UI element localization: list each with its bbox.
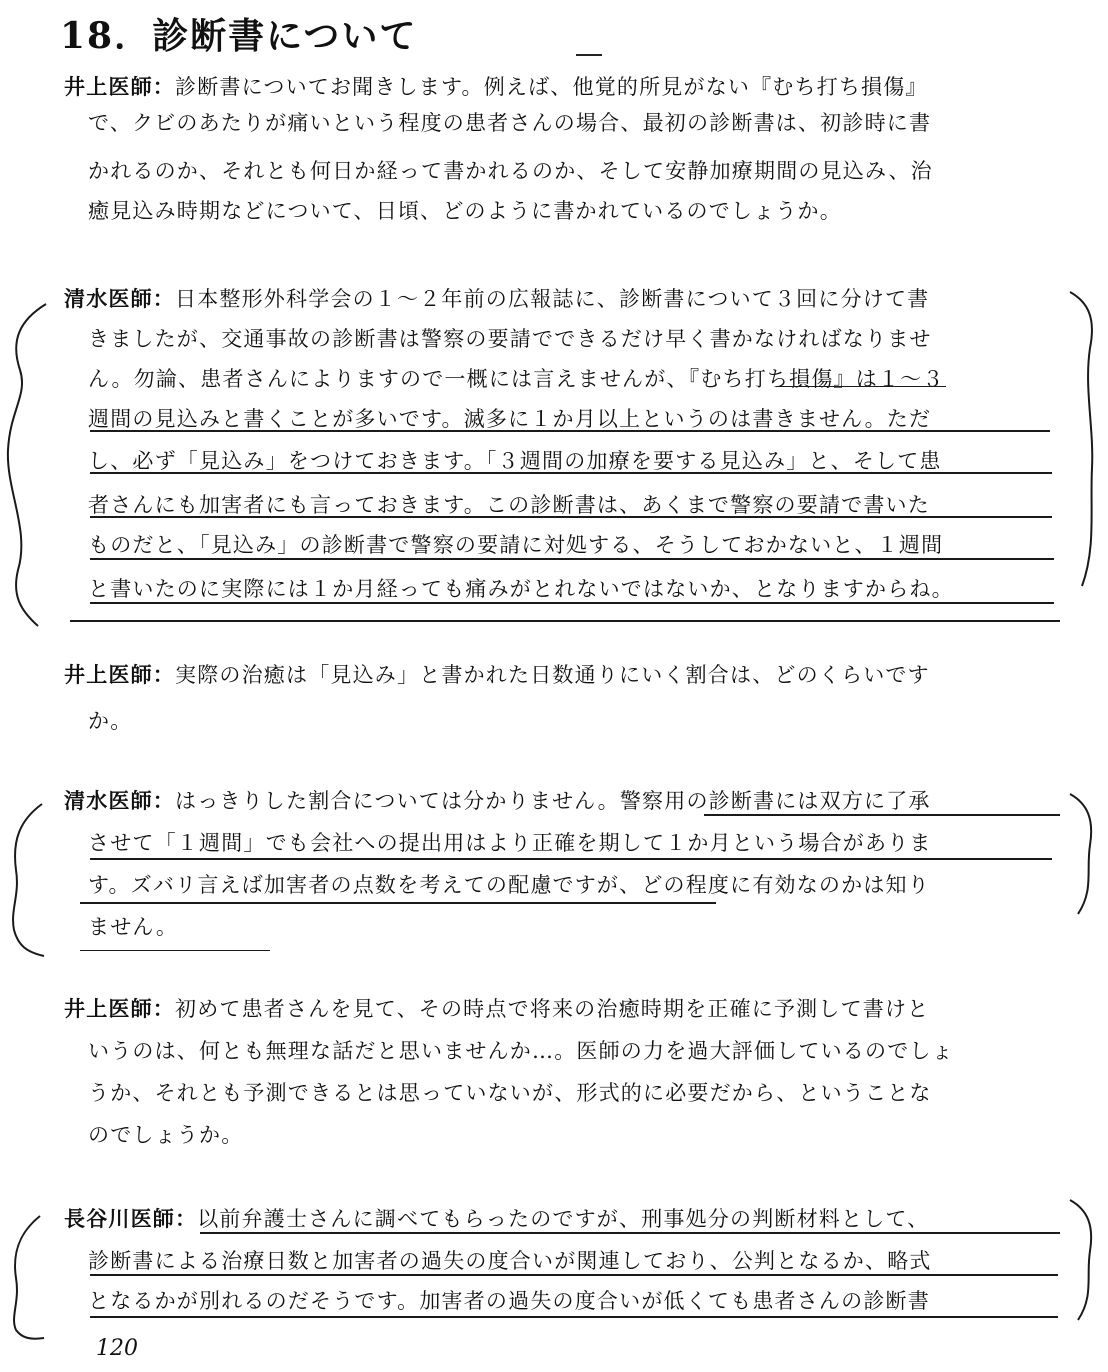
speaker-label: 井上医師：	[64, 997, 175, 1021]
underline-mark	[200, 1232, 1060, 1234]
paragraph-line: 診断書による治療日数と加害者の過失の度合いが関連しており、公判となるか、略式	[88, 1249, 932, 1273]
left-bracket-mark	[0, 1212, 60, 1342]
speaker-label: 井上医師：	[64, 663, 175, 687]
paragraph-line: で、クビのあたりが痛いという程度の患者さんの場合、最初の診断書は、初診時に書	[88, 111, 932, 135]
paragraph-line: かれるのか、それとも何日か経って書かれるのか、そして安静加療期間の見込み、治	[88, 159, 933, 183]
right-bracket-mark	[1060, 790, 1106, 920]
paragraph-line: か。	[88, 709, 133, 733]
underline-mark	[90, 516, 1052, 518]
page-number: 120	[96, 1336, 138, 1361]
paragraph-line: うか、それとも予測できるとは思っていないが、形式的に必要だから、ということな	[88, 1081, 932, 1105]
paragraph-line: いうのは、何とも無理な話だと思いませんか…。医師の力を過大評価しているのでしょ	[88, 1039, 954, 1063]
paragraph-line: ものだと、「見込み」の診断書で警察の要請に対処する、そうしておかないと、１週間	[88, 533, 944, 557]
pen-mark	[576, 54, 602, 56]
underline-mark	[90, 558, 1054, 560]
paragraph-line: 清水医師：はっきりした割合については分かりません。警察用の診断書には双方に了承	[64, 789, 931, 813]
paragraph-line: し、必ず「見込み」をつけておきます。「３週間の加療を要する見込み」と、そして患	[88, 449, 942, 473]
underline-mark	[704, 814, 1060, 816]
right-bracket-mark	[1060, 1196, 1106, 1326]
paragraph-line: 井上医師：診断書についてお聞きします。例えば、他覚的所見がない『むち打ち損傷』	[64, 75, 928, 99]
paragraph-line: 週間の見込みと書くことが多いです。滅多に１か月以上というのは書きません。ただ	[88, 407, 932, 431]
underline-mark	[80, 902, 716, 904]
underline-mark	[90, 1316, 1058, 1318]
speaker-label: 井上医師：	[64, 75, 175, 99]
underline-mark	[90, 472, 1052, 474]
right-bracket-mark	[1060, 288, 1106, 598]
underline-mark	[70, 620, 1060, 622]
speaker-label: 長谷川医師：	[64, 1207, 198, 1231]
section-title: 18．診断書について	[60, 15, 418, 57]
left-bracket-mark	[0, 300, 60, 630]
left-bracket-mark	[0, 800, 60, 960]
paragraph-line: 長谷川医師：以前弁護士さんに調べてもらったのですが、刑事処分の判断材料として、	[64, 1207, 930, 1231]
paragraph-line: 井上医師：実際の治癒は「見込み」と書かれた日数通りにいく割合は、どのくらいです	[64, 663, 930, 687]
underline-mark	[90, 430, 1050, 432]
underline-mark	[776, 386, 946, 387]
speaker-label: 清水医師：	[64, 789, 175, 813]
paragraph-line: ん。勿論、患者さんによりますので一概には言えませんが、『むち打ち損傷』は１～３	[88, 367, 945, 391]
paragraph-line: 癒見込み時期などについて、日頃、どのように書かれているのでしょうか。	[88, 199, 842, 223]
paragraph-line: させて「１週間」でも会社への提出用はより正確を期して１か月という場合がありま	[88, 831, 932, 855]
underline-mark	[80, 950, 270, 951]
paragraph-line: ません。	[88, 915, 179, 939]
paragraph-line: 井上医師：初めて患者さんを見て、その時点で将来の治癒時期を正確に予測して書けと	[64, 997, 930, 1021]
paragraph-line: となるかが別れるのだそうです。加害者の過失の度合いが低くても患者さんの診断書	[88, 1289, 930, 1313]
underline-mark	[90, 602, 1054, 604]
paragraph-line: 者さんにも加害者にも言っておきます。この診断書は、あくまで警察の要請で書いた	[88, 493, 930, 517]
speaker-label: 清水医師：	[64, 287, 175, 311]
paragraph-line: のでしょうか。	[88, 1123, 244, 1147]
paragraph-line: 清水医師：日本整形外科学会の１～２年前の広報誌に、診断書について３回に分けて書	[64, 287, 930, 311]
paragraph-line: と書いたのに実際には１か月経っても痛みがとれないではないか、となりますからね。	[88, 577, 954, 601]
underline-mark	[90, 1274, 1058, 1276]
paragraph-line: す。ズバリ言えば加害者の点数を考えての配慮ですが、どの程度に有効なのかは知り	[88, 873, 930, 897]
paragraph-line: きましたが、交通事故の診断書は警察の要請でできるだけ早く書かなければなりませ	[88, 327, 932, 351]
underline-mark	[90, 858, 1052, 860]
